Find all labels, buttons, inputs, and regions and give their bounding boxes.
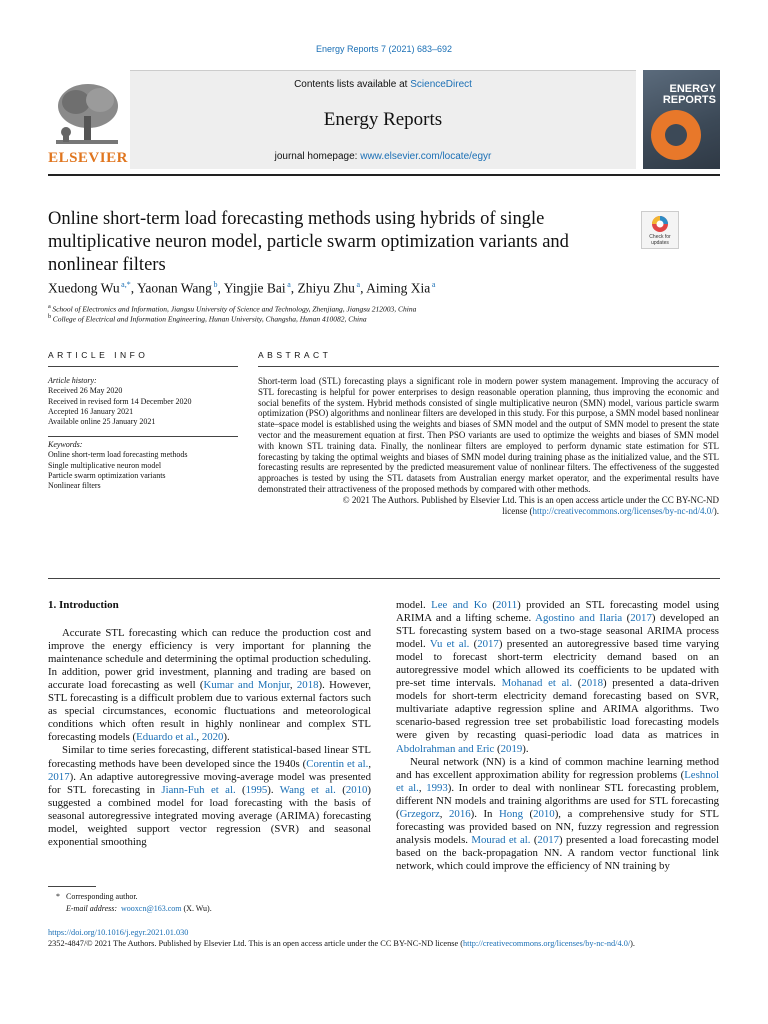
body-text: ) provided an STL forecasting model using ARIMA and a lifting scheme. (396, 599, 719, 625)
citation-link[interactable]: Hong (498, 807, 523, 820)
article-title: Online short-term load forecasting methods using hybrids of single multiplicative neuron model, particle swarm optimization variants and nonlinear filters (48, 209, 569, 275)
body-text: ). (522, 742, 529, 755)
citation-link[interactable]: 2019 (500, 742, 523, 755)
body-text: Similar to time series forecasting, different statistical-based linear STL forecasting methods have been developed since the 1940s ( (48, 744, 371, 770)
keyword-item: Particle swarm optimization variants (48, 470, 166, 480)
body-text: , (196, 731, 202, 744)
body-text: ). However, STL forecasting is a difficult problem due to various external factors such as special circumstances, economic fluctuations and meteorological conditions which often result in highly nonlinear and complex STL forecasting models ( (48, 679, 372, 744)
citation-link[interactable]: 2017 (537, 833, 560, 846)
author-affiliation-mark[interactable]: a (285, 280, 291, 289)
body-right-column (396, 599, 719, 873)
history-item: Received 26 May 2020 (48, 386, 123, 396)
check-for-updates-label: Check for updates (649, 234, 671, 246)
citation-link[interactable]: 2018 (581, 677, 603, 690)
footnote-corresponding: * Corresponding author. (56, 892, 138, 901)
author-separator: , (360, 280, 367, 296)
body-text: ( (572, 677, 582, 690)
history-item: Available online 25 January 2021 (48, 417, 156, 427)
body-left-column (48, 599, 371, 849)
author-name: Yingjie Bai (223, 280, 286, 296)
info-divider (48, 366, 238, 367)
abstract-text: Short-term load (STL) forecasting plays a significant role in modern power system management. Improving the accuracy of STL forecasting is helpful for power enterprises to design reasonable operation planning, thus improving the economic and social benefits of the system. Hybrid methods consisted of single multiplicative neuron (SMN) model, various particle swarm optimization (PSO) algorithms and nonlinear filters are developed in this study. For this purpose, a SMN model based nonlinear state–space model is established using the weights and biases of SMN model and the output of SMN model to present the state vector and the measurement equation at first. Then PSO variants are used to optimize the weights and biases of SMN model with known STL training data. Finally, the nonlinear filters are employed to perform dynamic state estimation for STL forecasting by taking the optimal weights and biases of SMN model during training phase as the initialized value, and the STL forecasting results are represented by the predicted measurement value of nonlinear filters. The effectiveness of the suggested approaches is tested by using the STL datasets from Australian energy market operator, and the experimental results have demonstrated their attractiveness of the proposed methods by compared with other methods. (258, 376, 719, 494)
history-item: Received in revised form 14 December 2020 (48, 396, 192, 406)
citation-link[interactable]: Jiann-Fuh et al. (161, 783, 236, 796)
citation-link[interactable]: Mourad et al. (471, 833, 531, 846)
citation-link[interactable]: Agostino and Ilaria (535, 612, 623, 625)
affiliation-text: College of Electrical and Information Engineering, Hunan University, Changsha, Hunan 410082, China (52, 314, 367, 324)
author-name: Zhiyu Zhu (297, 280, 355, 296)
journal-title: Energy Reports (323, 109, 443, 130)
body-text: ( (469, 638, 478, 651)
author-separator: , (217, 280, 224, 296)
article-history: Article history: Received 26 May 2020 Received in revised form 14 December 2020 Accepted 16 January 2021 Available online 25 January 2021 (48, 376, 238, 427)
body-text: , (368, 757, 372, 770)
author-name: Yaonan Wang (136, 280, 212, 296)
copyright-line-1: © 2021 The Authors. Published by Elsevier Ltd. This is an open access article under the CC BY-NC-ND (342, 494, 719, 505)
citation-link[interactable]: Abdolrahman and Eric (396, 742, 495, 755)
journal-cover (643, 70, 720, 169)
keywords: Keywords: Online short-term load forecasting methods Single multiplicative neuron model Particle swarm optimization variants Nonlinear filters (48, 440, 238, 491)
author-separator: , (130, 280, 137, 296)
citation-link[interactable]: Mohanad et al. (501, 677, 573, 690)
citation-link[interactable]: 1995 (245, 783, 268, 796)
author-separator: , (290, 280, 298, 296)
body-text: , (439, 807, 450, 820)
citation-link[interactable]: Corentin et al. (306, 757, 369, 770)
keyword-item: Nonlinear filters (48, 481, 101, 491)
body-text: ) developed an STL forecasting system based on a two-stage seasonal ARIMA process model. (396, 612, 720, 651)
affiliation-text: School of Electronics and Information, Jiangsu University of Science and Technology, Zhenjiang, Jiangsu 212003, China (52, 304, 417, 314)
citation-link[interactable]: Vu et al. (429, 638, 470, 651)
doi-link[interactable]: https://doi.org/10.1016/j.egyr.2021.01.030 (48, 928, 189, 937)
article-info-heading: ARTICLE INFO (48, 350, 149, 360)
abstract-divider (258, 366, 719, 367)
citation-link[interactable]: 2010 (345, 783, 368, 796)
body-paragraph (48, 744, 371, 848)
footnote-email: E-mail address: wooxcn@163.com (X. Wu). (66, 904, 212, 913)
cover-title-line1: ENERGY (669, 83, 716, 95)
citation-link[interactable]: 2016 (449, 807, 471, 820)
copyright-line-2: license (http://creativecommons.org/licenses/by-nc-nd/4.0/). (502, 505, 719, 516)
check-for-updates-badge[interactable] (641, 211, 679, 249)
journal-reference[interactable]: Energy Reports 7 (2021) 683–692 (315, 44, 453, 54)
citation-link[interactable]: Lee and Ko (431, 599, 487, 611)
citation-link[interactable]: Leshnol et al. (396, 768, 719, 794)
body-paragraph (396, 756, 719, 873)
email-link[interactable]: wooxcn@163.com (121, 904, 182, 913)
body-text: ( (622, 612, 631, 625)
author-affiliation-mark[interactable]: a,* (119, 280, 131, 289)
keywords-divider (48, 436, 238, 437)
citation-link[interactable]: Eduardo et al. (136, 731, 197, 744)
body-text: ( (530, 833, 538, 846)
citation-link[interactable]: 2018 (296, 679, 319, 692)
footnote-rule (48, 886, 96, 887)
author-affiliation-mark[interactable]: a (354, 280, 361, 289)
author-name: Xuedong Wu (48, 280, 120, 296)
license-statement: 2352-4847/© 2021 The Authors. Published by Elsevier Ltd. This is an open access article under the CC BY-NC-ND license (http://creativecommons.org/licenses/by-nc-nd/4.0/). (48, 939, 635, 948)
citation-link[interactable]: 2017 (630, 612, 652, 625)
body-paragraph (48, 627, 371, 744)
body-text: ( (335, 783, 346, 796)
body-text: model. (396, 599, 432, 611)
body-paragraph (396, 599, 719, 756)
citation-link[interactable]: 2010 (533, 807, 555, 820)
author-name: Aiming Xia (366, 280, 431, 296)
citation-link[interactable]: 2011 (495, 599, 518, 611)
keyword-item: Single multiplicative neuron model (48, 460, 162, 470)
body-text: ( (494, 742, 501, 755)
header-divider (48, 174, 720, 176)
elsevier-wordmark: ELSEVIER (48, 150, 128, 166)
abstract-body (258, 376, 719, 516)
body-text: ) presented an autoregressive based time varying model to forecast short-term electricity demand based on an autoregressive model which allowed its coefficients to be updated with pre-set time intervals. (396, 638, 719, 690)
citation-link[interactable]: Grzegorz (399, 807, 440, 820)
citation-link[interactable]: 2020 (201, 731, 224, 744)
body-text: , (289, 679, 297, 692)
cover-title-line2: REPORTS (662, 94, 716, 106)
keyword-item: Online short-term load forecasting methods (48, 450, 188, 460)
body-text: , (418, 781, 427, 794)
body-text: ). An adaptive autoregressive moving-average model was presented for STL forecasting in (48, 770, 371, 796)
author-affiliation-mark[interactable]: b (211, 280, 218, 289)
history-item: Accepted 16 January 2021 (48, 406, 134, 416)
body-text: ) presented a load forecasting model based on the back-propagation NN. A random vector functional link network, which could improve the efficiency of NN training by (396, 833, 719, 872)
page-footer (48, 927, 720, 949)
body-text: ). (267, 783, 280, 796)
footer-license-link[interactable]: http://creativecommons.org/licenses/by-nc-nd/4.0/ (463, 939, 631, 948)
body-text: ) suggested a combined model for load forecasting with the basis of seasonal autoregressive integrated moving average (ARIMA) forecasting model, weighted support vector regression (SVR) and seasonal exponential smoothing (48, 783, 372, 848)
body-text: Accurate STL forecasting which can reduce the production cost and improve the energy efficiency is very important for planning the maintenance schedule and determining the optimal production scheduling. In addition, power grid investment, planning and trading are based on accurate load forecasting as well ( (48, 627, 371, 692)
sciencedirect-link[interactable]: ScienceDirect (410, 79, 472, 90)
body-text: ). In (470, 807, 499, 820)
body-text: ). (223, 731, 230, 744)
body-text: Neural network (NN) is a kind of common machine learning method and has excellent approximation ability for regression problems ( (396, 755, 719, 781)
homepage-link[interactable]: www.elsevier.com/locate/egyr (360, 151, 492, 162)
body-text: ( (235, 783, 246, 796)
body-text: ( (522, 807, 534, 820)
homepage-line: journal homepage: www.elsevier.com/locate/egyr (274, 151, 492, 162)
body-text: ) presented a data-driven models for short-term electricity demand forecasting based on SVR, multivariate adaptive regression spline and ARIMA algorithms. Two scenario-based regression tree set probabilistic load forecasting models were given by recasting quasi-periodic load data as matrices in (396, 677, 720, 742)
author-list (48, 280, 435, 297)
affiliation-b (48, 313, 367, 324)
affiliation-mark: b (48, 313, 53, 320)
section-heading-introduction: 1. Introduction (48, 599, 119, 611)
author-affiliation-mark[interactable]: a (430, 280, 436, 289)
affiliation-a (48, 303, 416, 314)
body-text: ). In order to deal with nonlinear STL forecasting problem, different NN models and training algorithms are used for STL forecasting ( (396, 781, 719, 820)
contents-line: Contents lists available at ScienceDirect (294, 79, 472, 90)
affiliation-mark: a (48, 303, 53, 310)
citation-link[interactable]: Wang et al. (279, 783, 336, 796)
abstract-heading: ABSTRACT (258, 350, 332, 360)
citation-link[interactable]: Kumar and Monjur (203, 679, 290, 692)
abstract-bottom-divider (48, 578, 720, 579)
license-link[interactable]: http://creativecommons.org/licenses/by-nc-nd/4.0/ (532, 505, 714, 516)
journal-banner (130, 70, 636, 169)
citation-link[interactable]: 2017 (477, 638, 499, 651)
citation-link[interactable]: 1993 (426, 781, 448, 794)
body-text: ( (486, 599, 496, 611)
body-text: ), a comprehensive study for STL forecasting was provided based on NN, fuzzy regression and regression analysis models. (396, 807, 719, 846)
journal-header (48, 70, 720, 170)
citation-link[interactable]: 2017 (48, 770, 70, 783)
